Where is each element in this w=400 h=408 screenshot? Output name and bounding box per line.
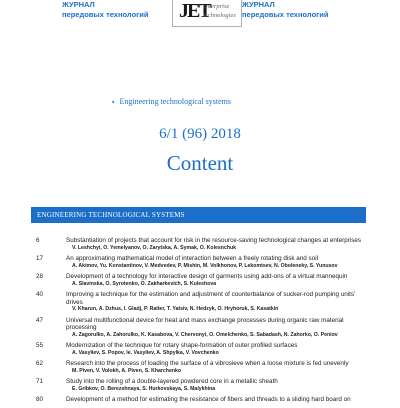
entry-title[interactable]: Substantiation of projects that account for risk in the resource-saving technological changes at enterprises [66,237,362,244]
contents-entry[interactable] [0,273,400,287]
journal-name-left-line2: передовых технологий [62,10,149,19]
journal-name-right-line2: передовых технологий [242,10,329,19]
section-banner: ENGINEERING TECHNOLOGICAL SYSTEMS [31,207,366,223]
entry-authors: E. Gribkov, O. Berezshnaya, S. Hurkovskaya, S. Malykhina [72,385,216,392]
entry-page-number: 6 [36,237,40,244]
entry-page-number: 71 [36,378,44,385]
contents-entry[interactable] [0,378,400,392]
entry-body [66,237,364,251]
entry-body [66,317,364,339]
entry-body [66,273,364,287]
entry-page-number: 40 [36,291,44,298]
entry-title[interactable]: Development of a method for estimating the resistance of fibers and threads to a sliding hard board on [66,396,351,403]
entry-page-number: 55 [36,342,44,349]
entry-authors: A. Vasyliev, S. Popov, Ie. Vasyliev, A. Shpylka, V. Vovchenko [72,349,219,356]
entry-title[interactable]: Modernization of the technique for rotary shape-formation of outer profiled surfaces [66,342,298,349]
contents-entry[interactable] [0,360,400,374]
entry-title[interactable]: Universal multifunctional device for heat and mass exchange processes during organic raw material processing [66,316,344,331]
entry-page-number: 17 [36,255,44,262]
entry-authors: A. Zagorulko, A. Zahorulko, K. Kasabova, V. Chervonyi, O. Omelchenko, S. Sabadash, N. Zahorko, O. Peniov [72,331,338,338]
section-tag-text: Engineering technological systems [119,97,232,106]
entry-authors: V. Kharun, A. Dzhus, I. Gladj, P. Raiter, T. Yatsiv, N. Hedzyk, O. Hryhoruk, S. Kasatkin [72,306,279,312]
entry-body [66,255,364,269]
contents-list [0,237,400,408]
entry-authors: V. Leshchyi, O. Yemelyanov, O. Zarytska, A. Symak, O. Kolesnchuk [72,244,237,251]
contents-entry[interactable] [0,342,400,356]
journal-logo [172,0,242,27]
entry-body [66,342,364,356]
journal-name-left-line1: ЖУРНАЛ [62,0,95,9]
entry-title[interactable]: Study into the rolling of a double-layered powdered core in a metallic sheath [66,378,278,385]
contents-entry[interactable] [0,317,400,339]
entry-page-number: 28 [36,273,44,280]
entry-authors: A. Akimov, Yu. Konstantinov, V. Medvedev, P. Mishin, M. Volkhonov, P. Lekomtsev, N. Oboleneky, S. Yunusov [72,262,338,269]
entry-body [66,291,364,313]
entry-title[interactable]: Research into the process of loading the surface of a vibrosieve when a loose mixture is fed unevenly [66,360,349,367]
entry-page-number: 62 [36,360,44,367]
journal-name-left [62,0,182,20]
page-title: Content [166,151,234,175]
section-tag [112,97,231,106]
entry-page-number: 47 [36,316,44,324]
journal-name-right [242,0,352,20]
entry-body [66,360,364,374]
contents-entry[interactable] [0,237,400,251]
contents-entry[interactable] [0,291,400,313]
logo-glyph: JET [179,0,210,22]
contents-entry[interactable] [0,255,400,269]
issue-number: 6/1 (96) 2018 [159,126,241,142]
bullet-icon: ▪ [112,98,115,106]
logo-word-technologies: technologies [203,12,236,19]
entry-authors: A. Slavinska, O. Syrotenko, O. Zakharkevich, S. Kuleshova [72,280,217,287]
journal-header [0,0,400,24]
entry-authors: M. Piven, V. Volokh, A. Piven, S. Kharchenko [72,367,182,374]
entry-title[interactable]: Improving a technique for the estimation and adjustment of counterbalance of sucker-rod pumping units' drives [66,291,356,306]
entry-title[interactable]: An approximating mathematical model of interaction between a freely rotating disk and soil [66,255,319,262]
logo-word-enterprise: enterprise [203,3,230,10]
entry-body [66,378,364,392]
entry-title[interactable]: Development of a technology for interactive design of garments using add-ons of a virtual mannequin [66,273,348,280]
journal-name-right-line1: ЖУРНАЛ [242,0,275,9]
entry-page-number: 80 [36,396,44,403]
